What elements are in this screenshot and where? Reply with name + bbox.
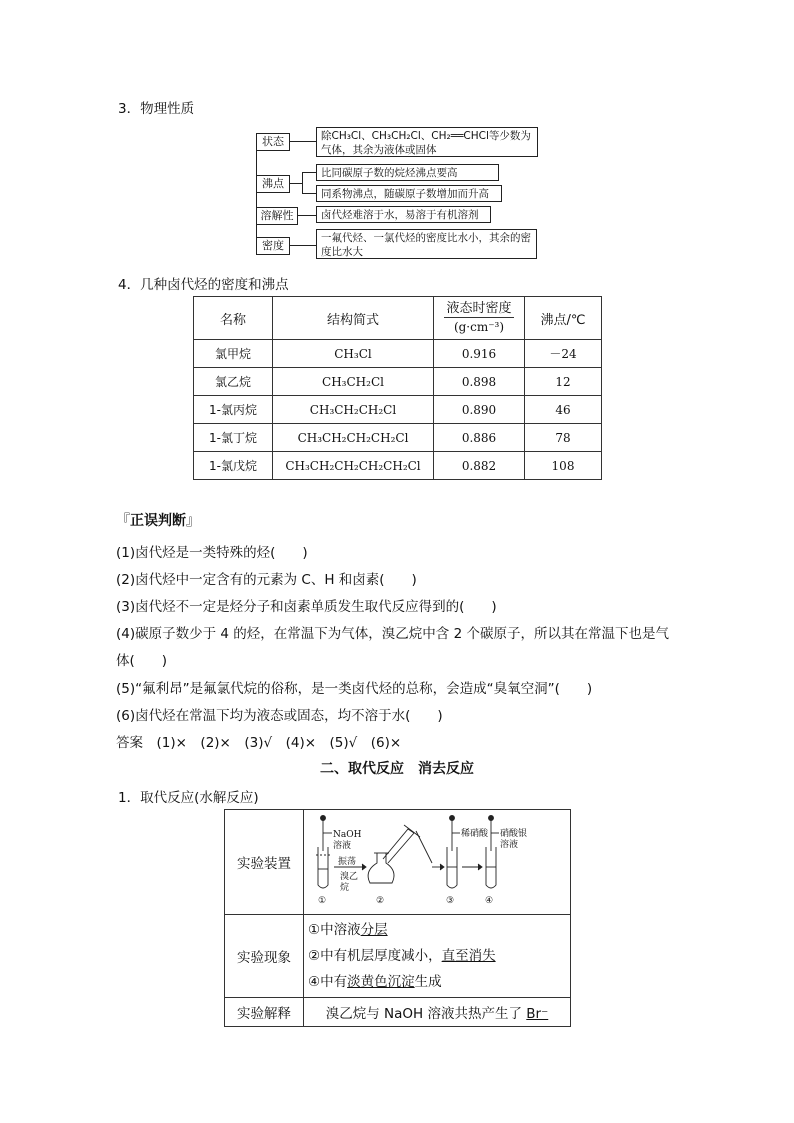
judge-item: (6)卤代烃在常温下均为液态或固态，均不溶于水( ) xyxy=(116,708,443,724)
label-state: 状态 xyxy=(256,133,290,151)
apparatus-row xyxy=(225,810,571,915)
label-n3: ③ xyxy=(446,896,455,906)
state-box: 除CH₃Cl、CH₃CH₂Cl、CH₂══CHCl等少数为气体，其余为液体或固体 xyxy=(316,127,538,157)
density-boiling-table xyxy=(193,296,602,480)
test-tube-3 xyxy=(447,816,460,889)
cell-name: 1-氯丁烷 xyxy=(194,424,273,452)
label-bromoethane: 溴乙 xyxy=(340,872,359,882)
explanation-cell: 溴乙烷与 NaOH 溶液共热产生了 Br⁻ xyxy=(304,998,571,1027)
cell-density: 0.916 xyxy=(434,340,525,368)
judge-title: 正误判断 xyxy=(130,513,186,529)
test-tube-4 xyxy=(486,816,499,889)
apparatus-cell xyxy=(304,810,571,915)
cell-density: 0.890 xyxy=(434,396,525,424)
cell-density: 0.886 xyxy=(434,424,525,452)
cell-name: 1-氯戊烷 xyxy=(194,452,273,480)
label-solubility: 溶解性 xyxy=(256,207,298,225)
part-title: 二、取代反应 消去反应 xyxy=(320,761,474,777)
label-silver-nitrate: 硝酸银 xyxy=(500,829,528,839)
cell-name: 1-氯丙烷 xyxy=(194,396,273,424)
judge-item: (2)卤代烃中一定含有的元素为 C、H 和卤素( ) xyxy=(116,572,417,588)
column-header: 结构简式 xyxy=(273,297,434,340)
label-bromoethane-2: 烷 xyxy=(340,883,350,893)
cell-name: 氯甲烷 xyxy=(194,340,273,368)
table-row xyxy=(194,452,602,480)
cell-formula: CH₃CH₂CH₂CH₂Cl xyxy=(273,424,434,452)
label-naoh-solution: 溶液 xyxy=(333,841,352,851)
explanation-row xyxy=(225,998,571,1027)
observation-row xyxy=(225,915,571,998)
cell-formula: CH₃CH₂CH₂CH₂CH₂Cl xyxy=(273,452,434,480)
label-silver-solution: 溶液 xyxy=(500,840,519,850)
judge-item: (3)卤代烃不一定是烃分子和卤素单质发生取代反应得到的( ) xyxy=(116,599,497,615)
table-row xyxy=(194,424,602,452)
section-heading: 3．物理性质 xyxy=(118,101,195,117)
cell-boiling: 46 xyxy=(525,396,602,424)
observation-cell xyxy=(304,915,571,998)
label-dilute-nitric: 稀硝酸 xyxy=(461,829,489,839)
flask-2 xyxy=(368,825,432,883)
cell-boiling: 108 xyxy=(525,452,602,480)
apparatus-diagram xyxy=(304,811,570,913)
boiling-box-2: 同系物沸点，随碳原子数增加而升高 xyxy=(316,185,502,202)
label-shake: 振荡 xyxy=(338,857,357,867)
table-row xyxy=(194,340,602,368)
observation-1: ①中溶液分层 xyxy=(308,922,388,938)
boiling-box-1: 比同碳原子数的烷烃沸点要高 xyxy=(316,164,499,181)
answer-line: 答案 (1)× (2)× (3)√ (4)× (5)√ (6)× xyxy=(116,735,402,751)
row-label: 实验现象 xyxy=(225,915,304,998)
judge-item: 体( ) xyxy=(116,653,168,669)
column-header-density: 液态时密度 (g·cm⁻³) xyxy=(434,297,525,340)
label-density: 密度 xyxy=(256,237,290,255)
observation-3: ④中有淡黄色沉淀生成 xyxy=(308,974,442,990)
cell-name: 氯乙烷 xyxy=(194,368,273,396)
judge-item: (5)“氟利昂”是氟氯代烷的俗称，是一类卤代烃的总称，会造成“臭氧空洞”( ) xyxy=(116,681,593,697)
judge-item: (1)卤代烃是一类特殊的烃( ) xyxy=(116,545,308,561)
table-header-row xyxy=(194,297,602,340)
cell-formula: CH₃CH₂CH₂Cl xyxy=(273,396,434,424)
solubility-box: 卤代烃难溶于水，易溶于有机溶剂 xyxy=(316,206,491,223)
cell-density: 0.882 xyxy=(434,452,525,480)
cell-formula: CH₃Cl xyxy=(273,340,434,368)
table-row xyxy=(194,368,602,396)
cell-boiling: 78 xyxy=(525,424,602,452)
row-label: 实验装置 xyxy=(225,810,304,915)
cell-boiling: 12 xyxy=(525,368,602,396)
section-heading: 4．几种卤代烃的密度和沸点 xyxy=(118,277,289,293)
cell-formula: CH₃CH₂Cl xyxy=(273,368,434,396)
table-row xyxy=(194,396,602,424)
label-n4: ④ xyxy=(485,896,494,906)
label-n1: ① xyxy=(318,896,327,906)
cell-boiling: －24 xyxy=(525,340,602,368)
label-boiling: 沸点 xyxy=(256,175,290,193)
row-label: 实验解释 xyxy=(225,998,304,1027)
judge-item: (4)碳原子数少于 4 的烃，在常温下为气体，溴乙烷中含 2 个碳原子，所以其在常温下也是气 xyxy=(116,626,669,642)
test-tube-1 xyxy=(316,816,332,889)
observation-2: ②中有机层厚度减小，直至消失 xyxy=(308,948,496,964)
column-header: 沸点/℃ xyxy=(525,297,602,340)
experiment-table xyxy=(224,809,571,1027)
label-naoh: NaOH xyxy=(333,830,362,840)
subsection-heading: 1．取代反应(水解反应) xyxy=(118,790,259,806)
cell-density: 0.898 xyxy=(434,368,525,396)
label-n2: ② xyxy=(376,896,385,906)
density-box: 一氟代烃、一氯代烃的密度比水小，其余的密度比水大 xyxy=(316,229,537,259)
column-header: 名称 xyxy=(194,297,273,340)
judge-title-wrap: 『正误判断』 xyxy=(116,513,200,529)
